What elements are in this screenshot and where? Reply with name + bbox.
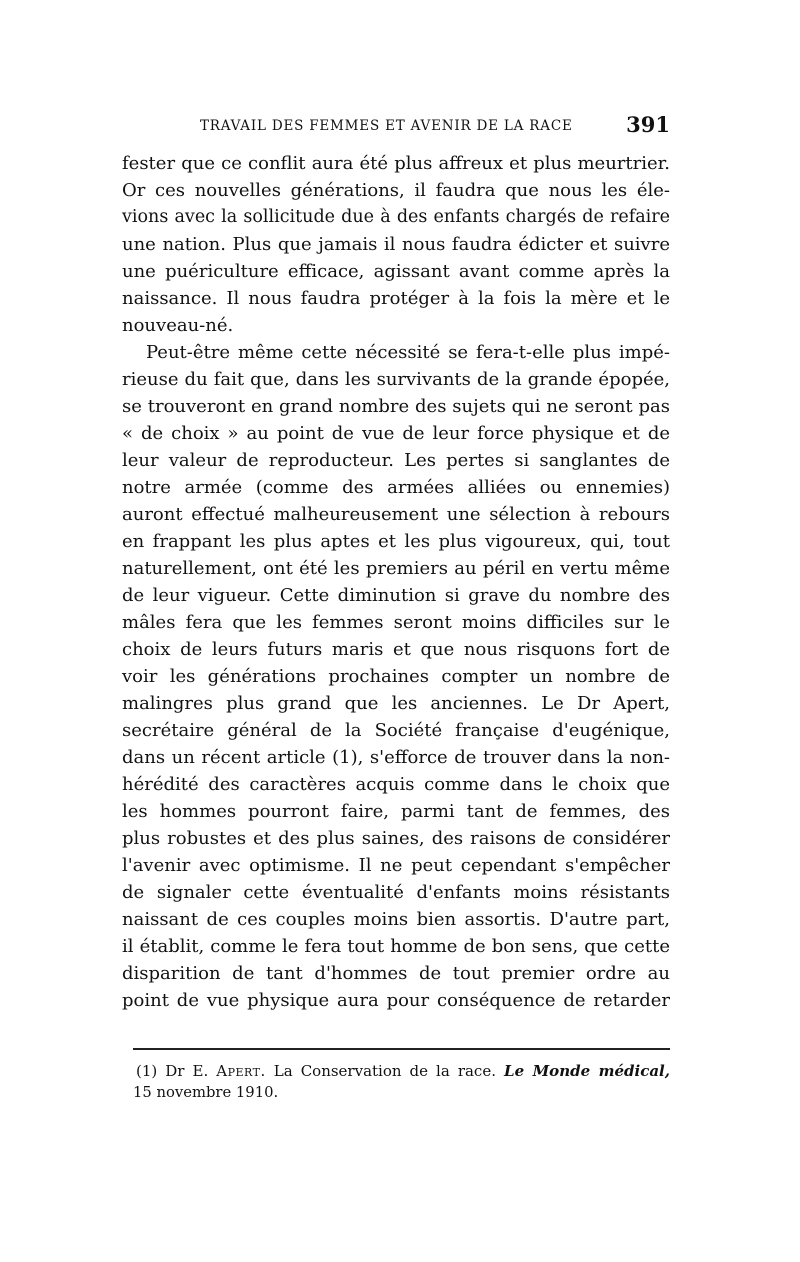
text-line: rieuse du fait que, dans les survivants de la grande épopée, [122,369,670,390]
footnote-author-title: Dr [165,1062,185,1080]
footnote [133,1060,670,1104]
footnote-journal: Le Monde médical, [504,1062,670,1080]
page-number: 391 [626,112,670,137]
text-line: une puériculture efficace, agissant avant comme après la [122,261,670,282]
running-header [122,112,670,142]
text-line: en frappant les plus aptes et les plus vigoureux, qui, tout [122,531,670,552]
text-line: notre armée (comme des armées alliées ou ennemies) [122,477,670,498]
text-line-paragraph-end: nouveau-né. [122,315,234,336]
text-line: disparition de tant d'hommes de tout premier ordre au [122,963,670,984]
text-line: naissance. Il nous faudra protéger à la fois la mère et le [122,288,670,309]
text-line: point de vue physique aura pour conséquence de retarder [122,990,670,1011]
text-line: vions avec la sollicitude due à des enfants chargés de refaire [122,207,670,227]
text-line-paragraph-start: Peut-être même cette nécessité se fera-t-elle plus impé- [146,342,670,363]
text-line: Or ces nouvelles générations, il faudra que nous les éle- [122,180,670,201]
text-line: fester que ce conflit aura été plus affreux et plus meurtrier. [122,153,670,174]
text-line: secrétaire général de la Société française d'eugénique, [122,720,670,741]
running-head-title: TRAVAIL DES FEMMES ET AVENIR DE LA RACE [200,118,573,134]
text-line: plus robustes et des plus saines, des raisons de considérer [122,828,670,849]
text-line: dans un récent article (1), s'efforce de trouver dans la non- [122,747,670,768]
text-line: « de choix » au point de vue de leur force physique et de [122,423,670,444]
footnote-divider [133,1048,670,1050]
text-line: mâles fera que les femmes seront moins difficiles sur le [122,612,670,633]
text-line: les hommes pourront faire, parmi tant de femmes, des [122,801,670,822]
text-line: il établit, comme le fera tout homme de bon sens, que cette [122,936,670,957]
text-line: l'avenir avec optimisme. Il ne peut cependant s'empêcher [122,855,670,876]
footnote-line [136,1060,670,1082]
text-line: de leur vigueur. Cette diminution si grave du nombre des [122,585,670,606]
footnote-marker: (1) [136,1062,158,1080]
text-line: se trouveront en grand nombre des sujets qui ne seront pas [122,396,670,417]
footnote-article-title: La Conservation de la race. [273,1062,496,1080]
text-line: malingres plus grand que les anciennes. Le Dr Apert, [122,693,670,714]
footnote-date: 15 novembre 1910. [133,1084,279,1101]
text-line: de signaler cette éventualité d'enfants moins résistants [122,882,670,903]
text-line: voir les générations prochaines compter un nombre de [122,666,670,687]
text-line: choix de leurs futurs maris et que nous risquons fort de [122,639,670,660]
text-line: hérédité des caractères acquis comme dans le choix que [122,774,670,795]
text-line: naissant de ces couples moins bien assortis. D'autre part, [122,909,670,930]
body-text [122,150,670,1014]
footnote-author-name: Apert. [216,1062,266,1080]
text-line: auront effectué malheureusement une sélection à rebours [122,504,670,525]
text-line: naturellement, ont été les premiers au péril en vertu même [122,558,670,579]
text-line: leur valeur de reproducteur. Les pertes si sanglantes de [122,450,670,471]
footnote-author-initial: E. [192,1062,209,1080]
text-line: une nation. Plus que jamais il nous faudra édicter et suivre [122,234,670,255]
